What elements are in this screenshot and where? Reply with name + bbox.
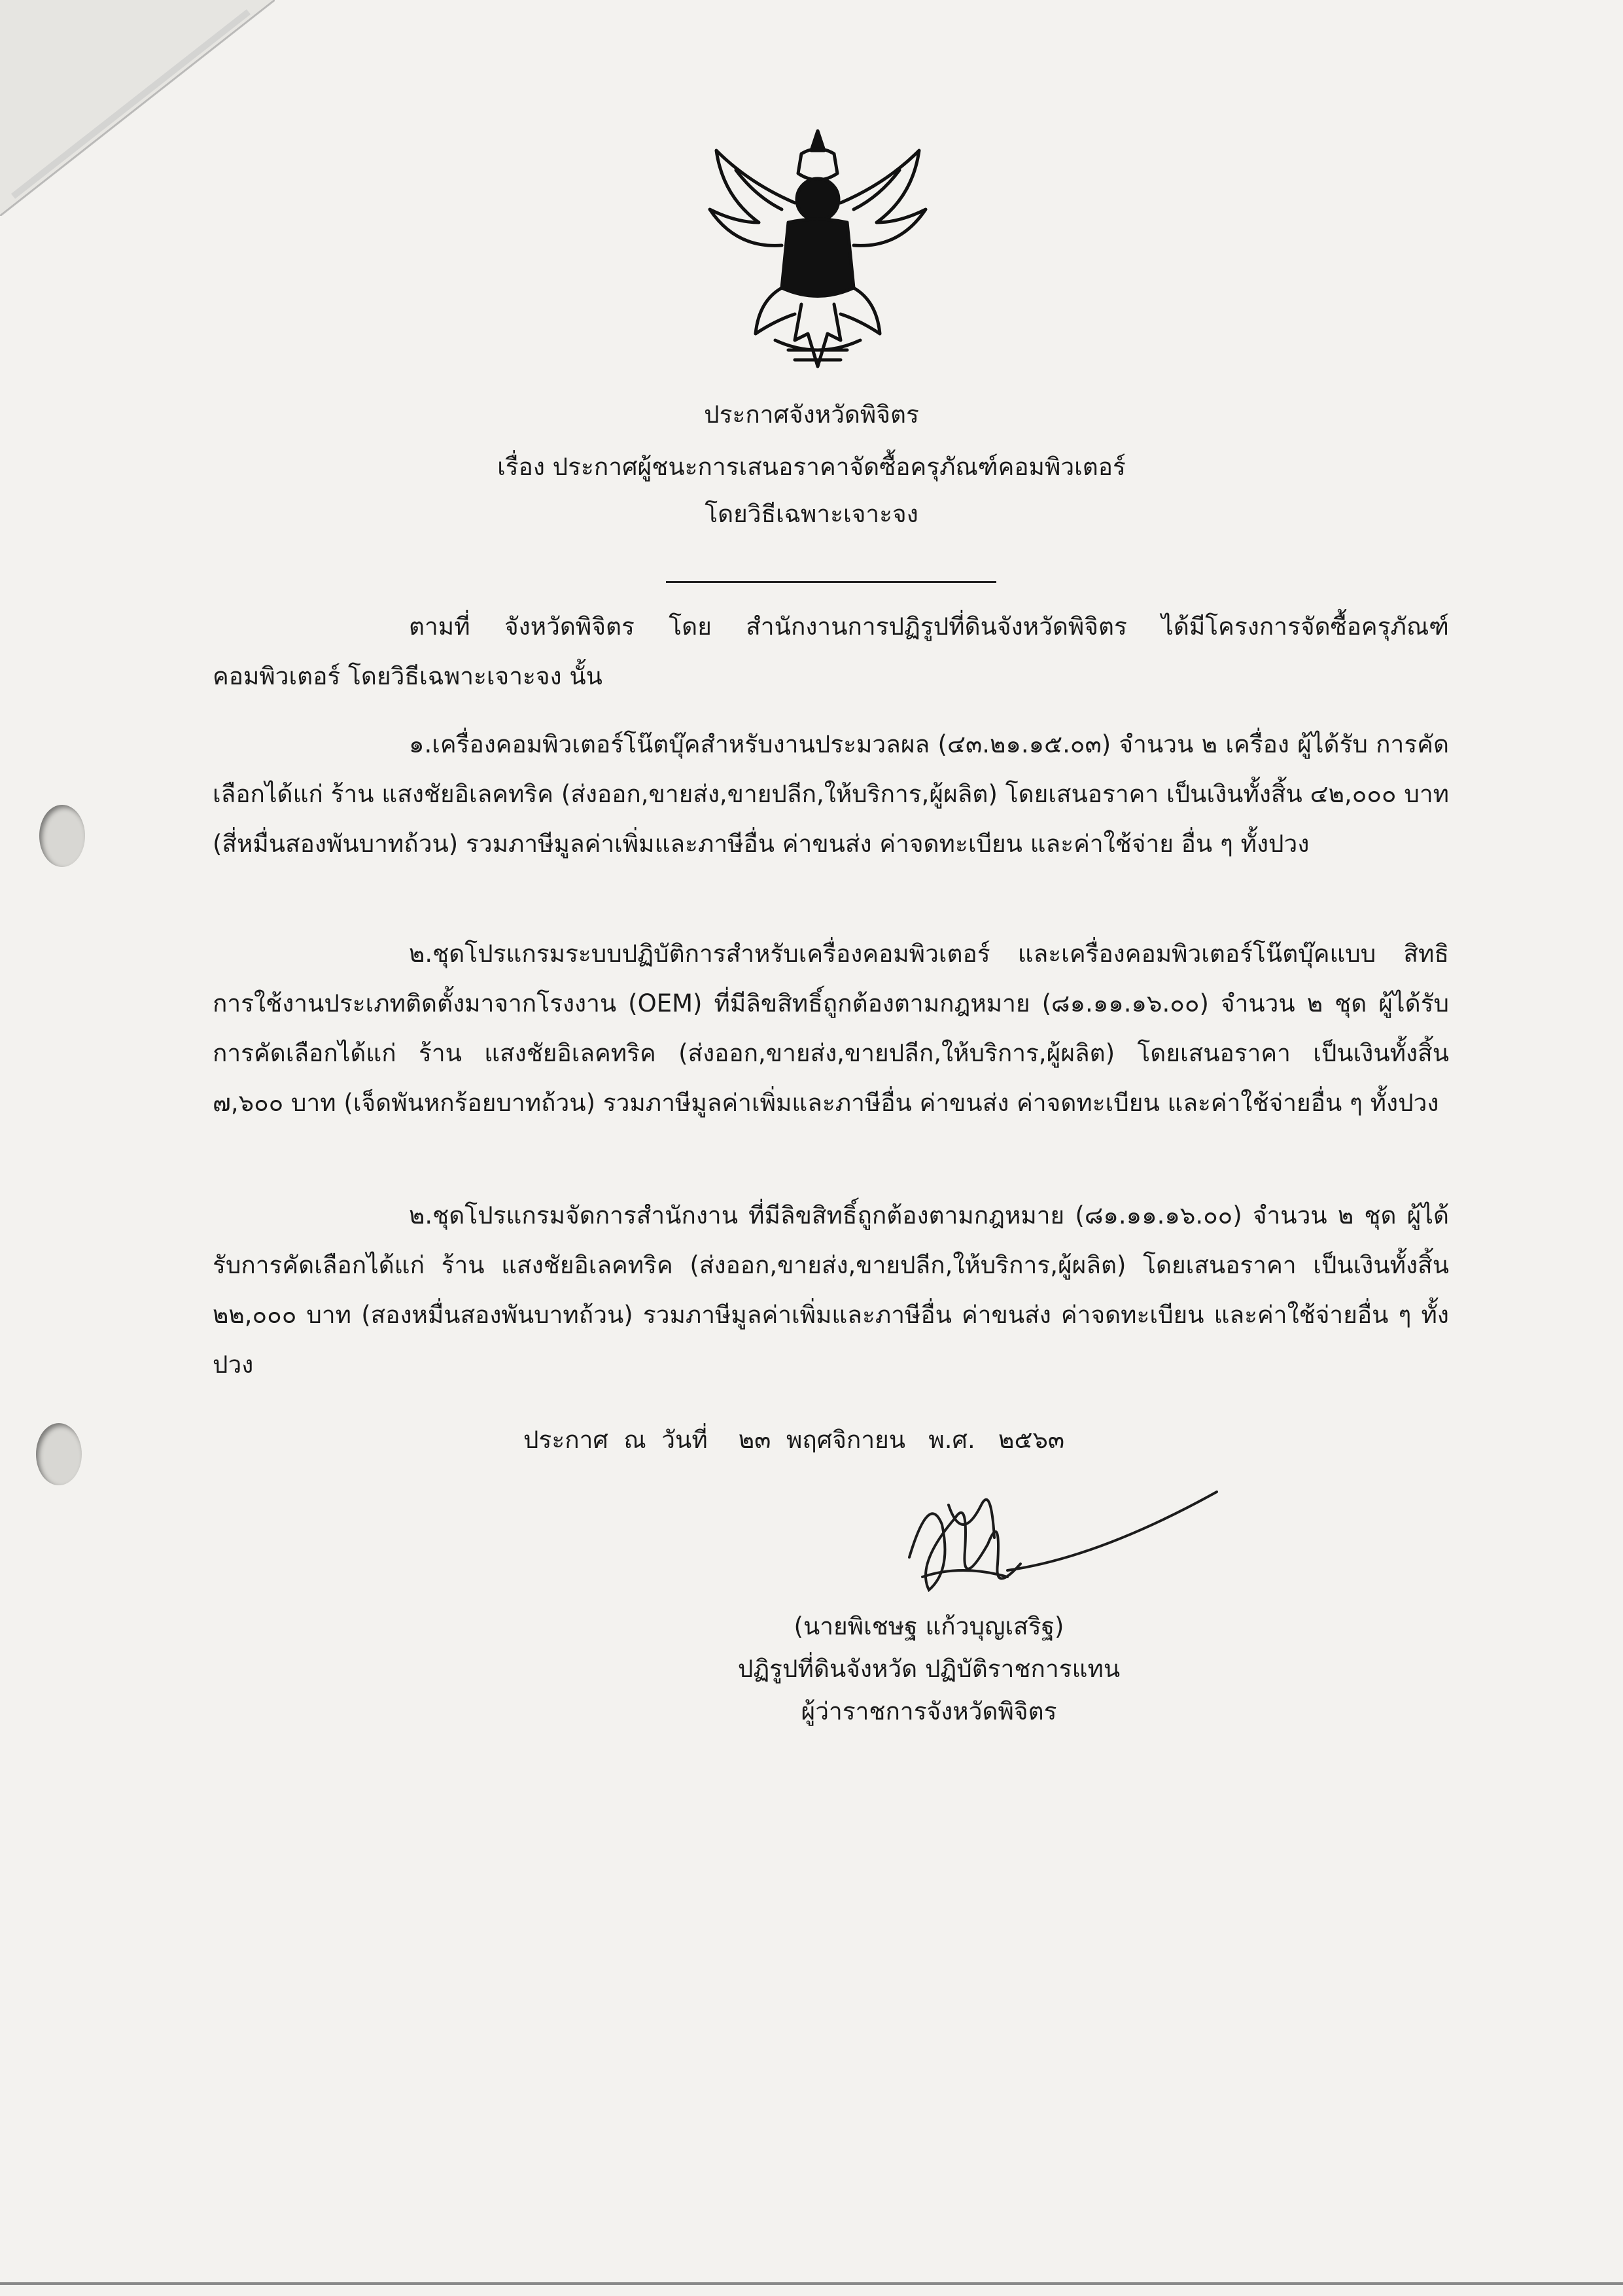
item-2-paragraph — [213, 929, 1449, 1128]
intro-paragraph — [213, 602, 1449, 701]
header-divider — [666, 581, 996, 583]
item-3-text: ๒.ชุดโปรแกรมจัดการสำนักงาน ที่มีลิขสิทธิ์ถูกต้องตามกฎหมาย (๘๑.๑๑.๑๖.๐๐) จำนวน ๒ ชุด ผู้ได้รับการคัดเลือกได้แก่ ร้าน แสงชัยอิเลคทริค (ส่งออก,ขายส่ง,ขายปลีก,ให้บริการ,ผู้ผลิต) โดยเสนอราคา เป็นเงินทั้งสิ้น ๒๒,๐๐๐ บาท (สองหมื่นสองพันบาทถ้วน) รวมภาษีมูลค่าเพิ่มและภาษีอื่น ค่าขนส่ง ค่าจดทะเบียน และค่าใช้จ่ายอื่น ๆ ทั้งปวง — [213, 1201, 1449, 1379]
scan-bottom-edge — [0, 2282, 1623, 2285]
item-2-text: ๒.ชุดโปรแกรมระบบปฏิบัติการสำหรับเครื่องคอมพิวเตอร์ และเครื่องคอมพิวเตอร์โน๊ตบุ๊คแบบ สิทธิการใช้งานประเภทติดตั้งมาจากโรงงาน (OEM) ที่มีลิขสิทธิ์ถูกต้องตามกฎหมาย (๘๑.๑๑.๑๖.๐๐) จำนวน ๒ ชุด ผู้ได้รับการคัดเลือกได้แก่ ร้าน แสงชัยอิเลคทริค (ส่งออก,ขายส่ง,ขายปลีก,ให้บริการ,ผู้ผลิต) โดยเสนอราคา เป็นเงินทั้งสิ้น ๗,๖๐๐ บาท (เจ็ดพันหกร้อยบาทถ้วน) รวมภาษีมูลค่าเพิ่มและภาษีอื่น ค่าขนส่ง ค่าจดทะเบียน และค่าใช้จ่ายอื่น ๆ ทั้งปวง — [213, 940, 1449, 1117]
intro-text: ตามที่ จังหวัดพิจิตร โดย สำนักงานการปฏิรูปที่ดินจังหวัดพิจิตร ได้มีโครงการจัดซื้อครุภัณฑ์ คอมพิวเตอร์ โดยวิธีเฉพาะเจาะจง นั้น — [213, 612, 1449, 690]
handwritten-signature — [890, 1466, 1230, 1603]
item-1-text: ๑.เครื่องคอมพิวเตอร์โน๊ตบุ๊คสำหรับงานประมวลผล (๔๓.๒๑.๑๕.๐๓) จำนวน ๒ เครื่อง ผู้ได้รับ การคัดเลือกได้แก่ ร้าน แสงชัยอิเลคทริค (ส่งออก,ขายส่ง,ขายปลีก,ให้บริการ,ผู้ผลิต) โดยเสนอราคา เป็นเงินทั้งสิ้น ๔๒,๐๐๐ บาท (สี่หมื่นสองพันบาทถ้วน) รวมภาษีมูลค่าเพิ่มและภาษีอื่น ค่าขนส่ง ค่าจดทะเบียน และค่าใช้จ่าย อื่น ๆ ทั้งปวง — [213, 730, 1449, 858]
punch-hole — [39, 805, 85, 867]
document-title: ประกาศจังหวัดพิจิตร — [704, 400, 919, 429]
document-subject: เรื่อง ประกาศผู้ชนะการเสนอราคาจัดซื้อครุภัณฑ์คอมพิวเตอร์ — [497, 453, 1126, 481]
signatory-role: ผู้ว่าราชการจังหวัดพิจิตร — [801, 1697, 1057, 1725]
garuda-emblem-icon — [697, 124, 939, 386]
punch-hole — [36, 1423, 82, 1485]
scan-corner-shadow — [0, 0, 275, 216]
signatory-position: ปฏิรูปที่ดินจังหวัด ปฏิบัติราชการแทน — [737, 1655, 1121, 1683]
procurement-method: โดยวิธีเฉพาะเจาะจง — [705, 500, 918, 528]
item-3-paragraph — [213, 1191, 1449, 1390]
item-1-paragraph — [213, 720, 1449, 869]
signatory-name: (นายพิเชษฐ แก้วบุญเสริฐ) — [794, 1612, 1064, 1640]
announcement-date: ประกาศ ณ วันที่ ๒๓ พฤศจิกายน พ.ศ. ๒๕๖๓ — [523, 1426, 1065, 1454]
